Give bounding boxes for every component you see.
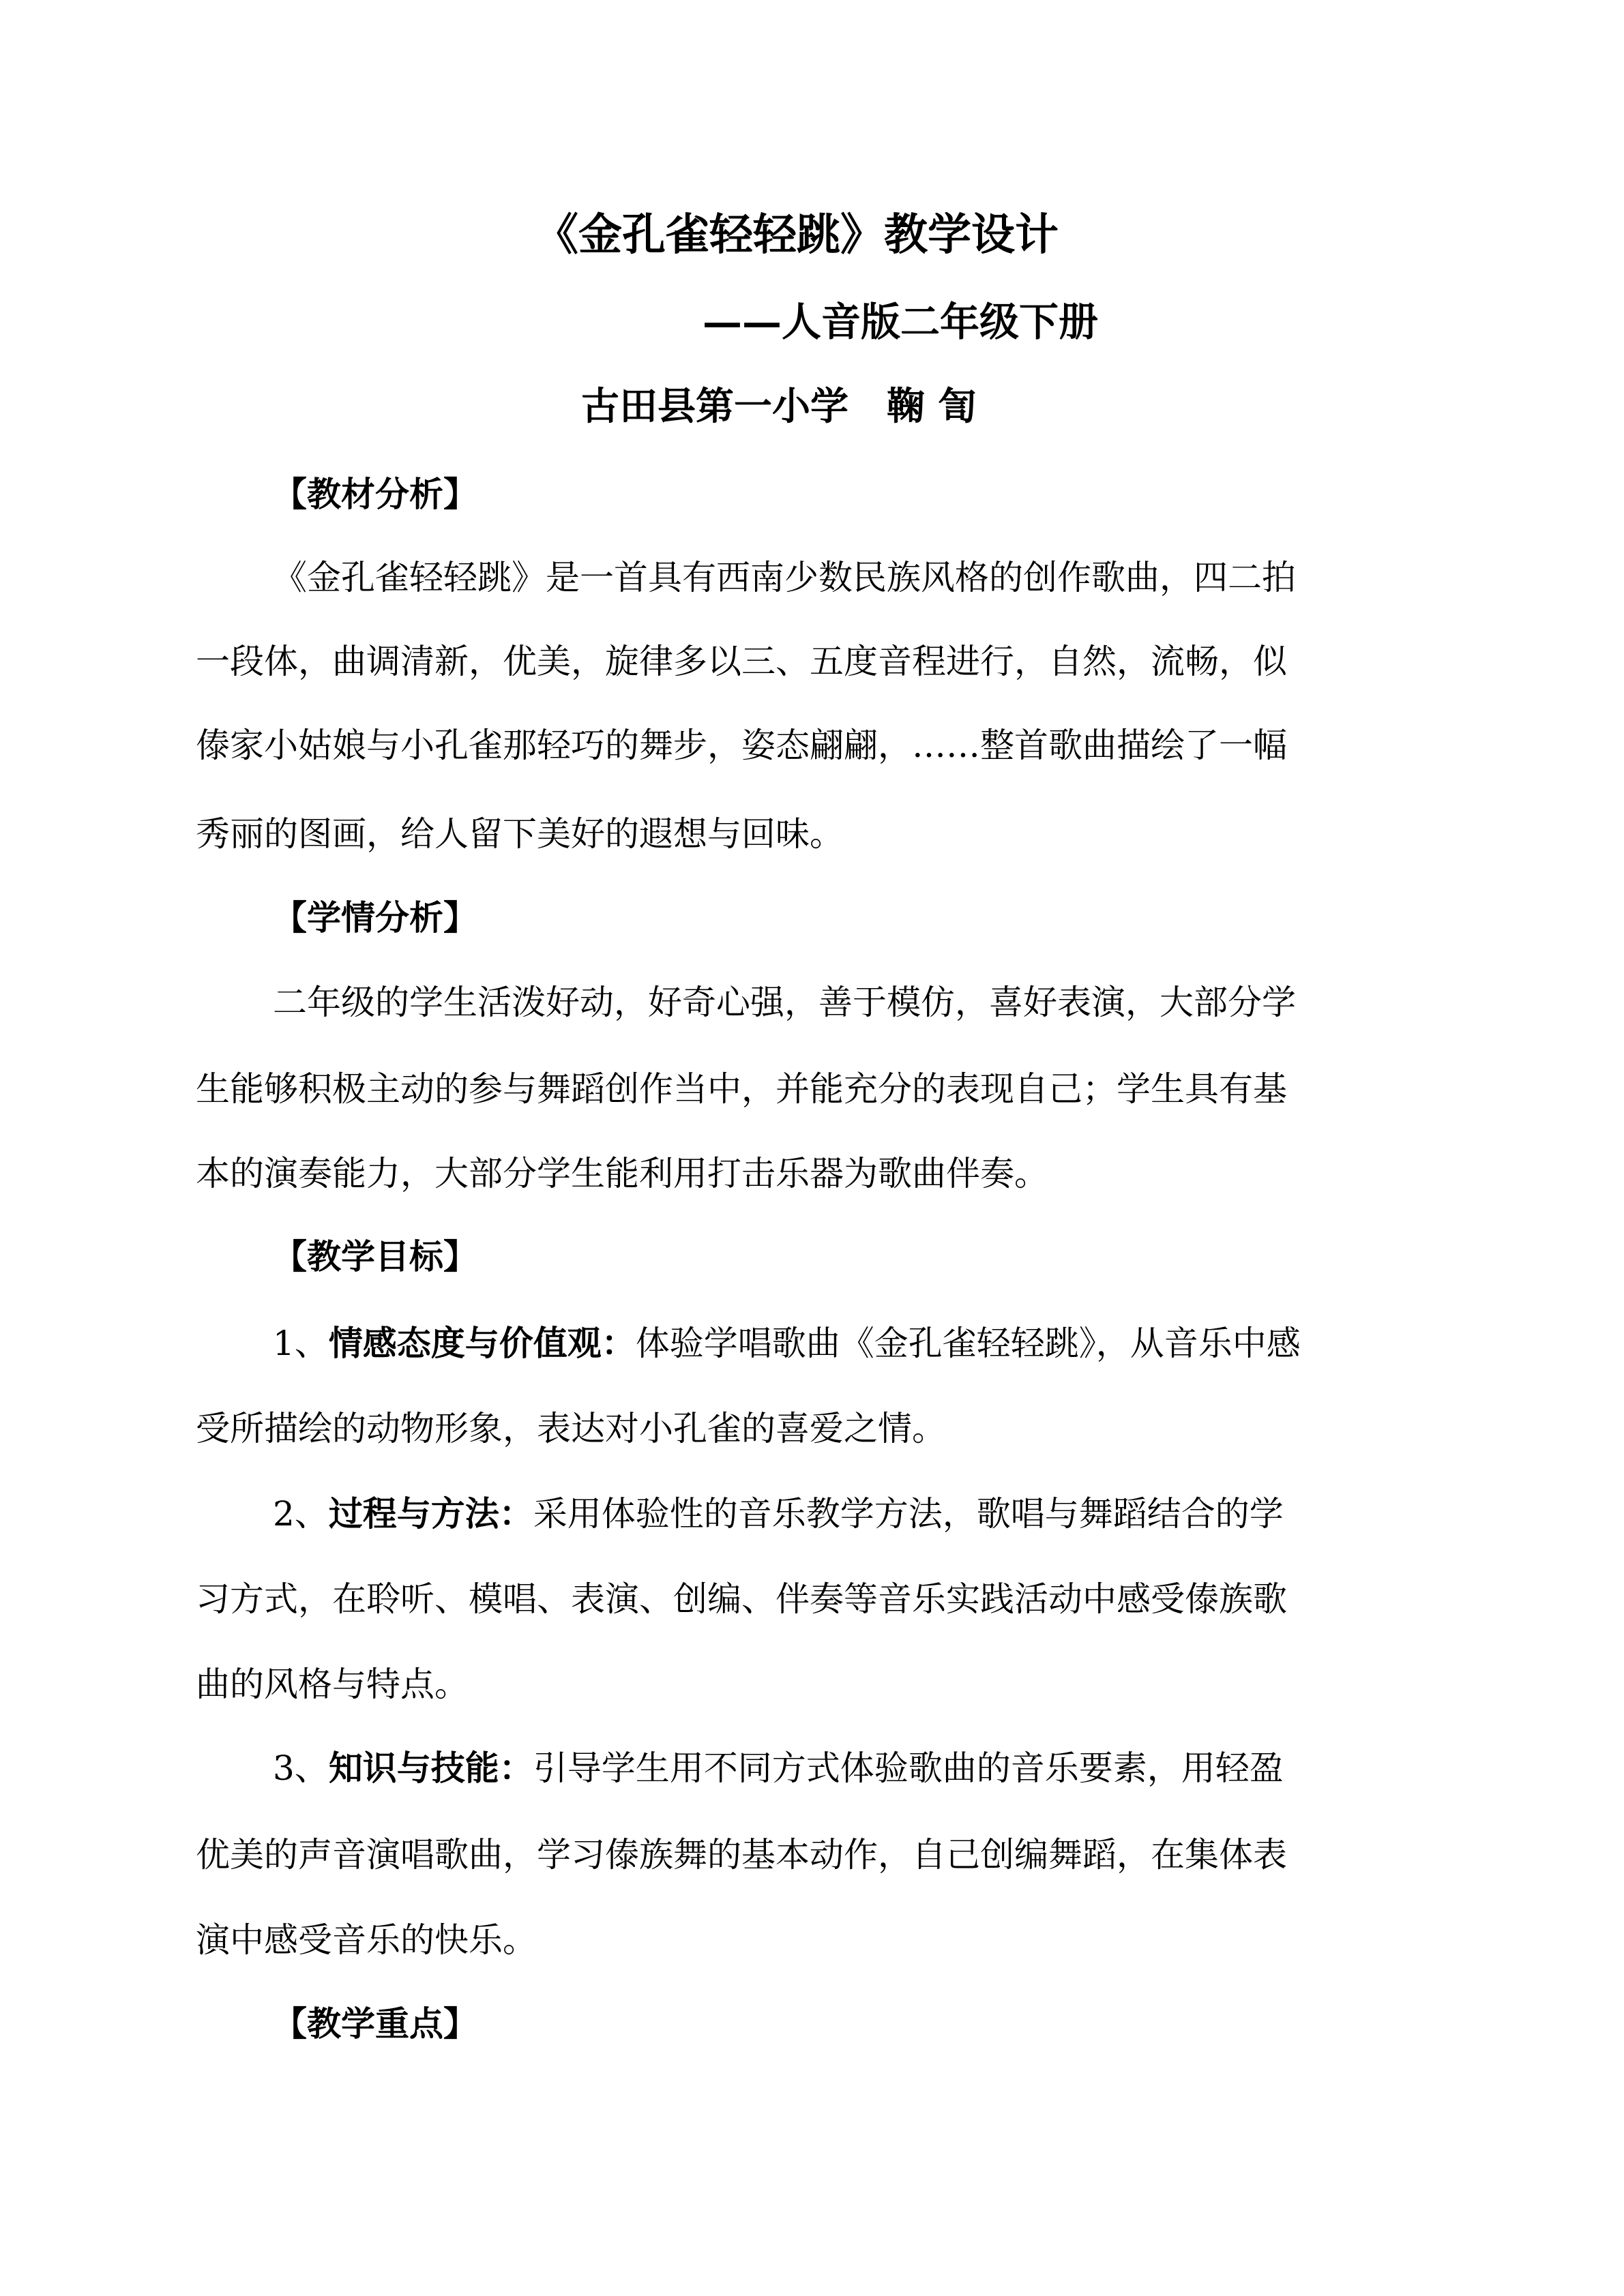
- paragraph-line: 本的演奏能力，大部分学生能利用打击乐器为歌曲伴奏。: [196, 1154, 1048, 1193]
- goal-item-1: [273, 1320, 1301, 1367]
- paragraph-line: 演中感受音乐的快乐。: [196, 1920, 537, 1960]
- goal-text: 采用体验性的音乐教学方法，歌唱与舞蹈结合的学: [533, 1494, 1284, 1534]
- document-subtitle: ——人音版二年级下册: [703, 299, 1099, 345]
- paragraph-line: 优美的声音演唱歌曲，学习傣族舞的基本动作，自己创编舞蹈，在集体表: [196, 1835, 1287, 1875]
- goal-item-3: [273, 1744, 1284, 1792]
- goal-text: 体验学唱歌曲《金孔雀轻轻跳》，从音乐中感: [635, 1324, 1301, 1363]
- paragraph-line: 曲的风格与特点。: [196, 1665, 469, 1704]
- section-heading-materials: 【教材分析】: [273, 474, 477, 514]
- goal-label: 情感态度与价值观：: [328, 1323, 636, 1363]
- section-heading-key-points: 【教学重点】: [273, 2003, 477, 2044]
- goal-label: 知识与技能：: [328, 1748, 533, 1788]
- section-heading-students: 【学情分析】: [273, 897, 477, 938]
- paragraph-line: 二年级的学生活泼好动，好奇心强，善于模仿，喜好表演，大部分学: [273, 983, 1296, 1022]
- goal-number: 1、: [273, 1324, 329, 1363]
- author-line: 古田县第一小学 鞠 訇: [581, 384, 977, 429]
- goal-label: 过程与方法：: [328, 1493, 533, 1534]
- paragraph-line: 习方式，在聆听、模唱、表演、创编、伴奏等音乐实践活动中感受傣族歌: [196, 1579, 1287, 1619]
- document-title: 《金孔雀轻轻跳》教学设计: [535, 209, 1059, 260]
- paragraph-line: 生能够积极主动的参与舞蹈创作当中，并能充分的表现自己；学生具有基: [196, 1069, 1287, 1109]
- paragraph-line: 秀丽的图画，给人留下美好的遐想与回味。: [196, 814, 844, 854]
- goal-text: 引导学生用不同方式体验歌曲的音乐要素，用轻盈: [533, 1748, 1284, 1788]
- goal-item-2: [273, 1490, 1284, 1538]
- goal-number: 2、: [273, 1494, 329, 1534]
- paragraph-line: 《金孔雀轻轻跳》是一首具有西南少数民族风格的创作歌曲，四二拍: [273, 558, 1296, 597]
- paragraph-line: 受所描绘的动物形象，表达对小孔雀的喜爱之情。: [196, 1409, 946, 1448]
- paragraph-line: 一段体，曲调清新，优美，旋律多以三、五度音程进行，自然，流畅，似: [196, 642, 1287, 681]
- section-heading-goals: 【教学目标】: [273, 1236, 477, 1277]
- goal-number: 3、: [273, 1748, 329, 1788]
- paragraph-line: 傣家小姑娘与小孔雀那轻巧的舞步，姿态翩翩，……整首歌曲描绘了一幅: [196, 726, 1287, 765]
